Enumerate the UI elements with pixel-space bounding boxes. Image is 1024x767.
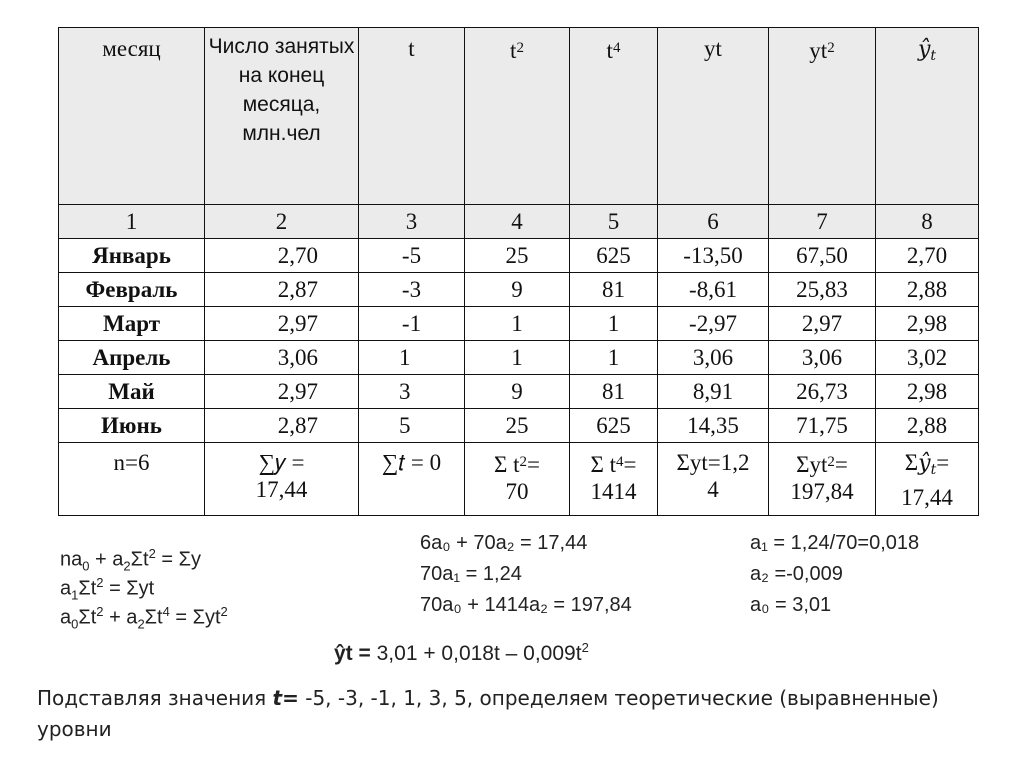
- yhat-cell: 2,88: [876, 273, 979, 307]
- eq-sub: 1: [71, 587, 79, 603]
- month-cell: Январь: [59, 239, 205, 273]
- yt2-cell: 67,50: [769, 239, 876, 273]
- index-cell: 3: [359, 205, 465, 239]
- t4-cell: 81: [570, 375, 658, 409]
- eq-part: + a: [89, 548, 124, 571]
- yt2-cell: 3,06: [769, 341, 876, 375]
- sum-t2-sup: 2: [519, 454, 528, 470]
- sum-yt2-cell: [769, 443, 876, 516]
- eq-part: Σt: [144, 606, 163, 629]
- header-t: [359, 28, 465, 205]
- t-cell: 5: [359, 409, 465, 443]
- yhat-cell: 2,98: [876, 307, 979, 341]
- yt2-cell: 2,97: [769, 307, 876, 341]
- note-part2: -5, -3, -1, 1, 3, 5, определяем теоретические (выравненные) уровни: [37, 686, 939, 741]
- header-employed-text: Число занятых на конец месяца, млн.чел: [208, 35, 355, 145]
- header-t-text: t: [408, 36, 415, 61]
- data-table: [58, 27, 979, 516]
- sum-t4-eq: =: [623, 452, 637, 477]
- sum-t4-cell: [570, 443, 658, 516]
- header-yt2-sup: 2: [827, 40, 835, 56]
- note-part1: Подставляя значения: [37, 686, 273, 710]
- eq-sub: 2: [137, 616, 145, 632]
- table-row: [59, 273, 979, 307]
- table-row: [59, 239, 979, 273]
- t-cell: 3: [359, 375, 465, 409]
- sum-row: [59, 443, 979, 516]
- index-cell: 1: [59, 205, 205, 239]
- table-row: [59, 409, 979, 443]
- y-cell: 2,87: [205, 273, 359, 307]
- sum-y-line2: 17,44: [255, 477, 308, 502]
- index-row: [59, 205, 979, 239]
- system-equation-3: 70a₀ + 1414a₂ = 197,84: [420, 594, 632, 616]
- header-t4: [570, 28, 658, 205]
- sum-t2-line1: [465, 449, 569, 478]
- month-cell: Июнь: [59, 409, 205, 443]
- sum-t4-line1: [570, 449, 657, 478]
- eq-sup: 4: [162, 604, 170, 619]
- eq-sup: 2: [96, 604, 104, 619]
- table-row: [59, 307, 979, 341]
- header-month-text: месяц: [102, 36, 161, 61]
- month-cell: Март: [59, 307, 205, 341]
- eq-part: a: [60, 606, 72, 629]
- trend-model: [334, 640, 589, 666]
- eq-part: = Σyt: [169, 606, 221, 629]
- header-t2-base: t: [510, 38, 517, 63]
- header-row: [59, 28, 979, 205]
- t2-cell: 1: [465, 341, 570, 375]
- coef-a1: a₁ = 1,24/70=0,018: [750, 532, 920, 554]
- sum-t4-base: Σ t: [590, 452, 617, 477]
- header-yhat-base: ŷ: [917, 37, 931, 62]
- sum-t2-cell: [465, 443, 570, 516]
- sum-yhat-line1: [876, 449, 978, 484]
- sum-yt2-sup: 2: [827, 454, 835, 470]
- t-cell: -3: [359, 273, 465, 307]
- yt-cell: 3,06: [658, 341, 769, 375]
- system-equation-2: 70a₁ = 1,24: [420, 563, 522, 585]
- sum-t-cell: ∑𝑡 = 0: [359, 443, 465, 516]
- sum-yt-line1: Σyt=1,2: [676, 450, 750, 475]
- sum-yt-line2: 4: [707, 477, 719, 502]
- sum-y-line1: ∑𝑦 =: [258, 450, 305, 475]
- t-cell: -5: [359, 239, 465, 273]
- header-yt: [658, 28, 769, 205]
- yhat-cell: 2,98: [876, 375, 979, 409]
- yt2-cell: 71,75: [769, 409, 876, 443]
- eq-sup: 2: [220, 604, 228, 619]
- yt-cell: 8,91: [658, 375, 769, 409]
- yt-cell: -2,97: [658, 307, 769, 341]
- normal-equation-3: [60, 598, 228, 638]
- y-cell: 2,87: [205, 409, 359, 443]
- t2-cell: 1: [465, 307, 570, 341]
- sum-yt2-eq: =: [834, 452, 848, 477]
- model-lhs: ŷt =: [334, 642, 371, 665]
- yt2-cell: 26,73: [769, 375, 876, 409]
- index-cell: 5: [570, 205, 658, 239]
- header-yt2-base: yt: [809, 38, 828, 63]
- sum-yt2-line2: 197,84: [790, 479, 854, 504]
- t4-cell: 625: [570, 239, 658, 273]
- header-yhat: [876, 28, 979, 205]
- eq-part: Σt: [130, 548, 149, 571]
- sum-yhat-sigma: Σ: [904, 450, 919, 475]
- sum-t2-base: Σ t: [493, 452, 520, 477]
- t2-cell: 25: [465, 409, 570, 443]
- sum-yhat-eq: =: [936, 450, 950, 475]
- model-sup: 2: [581, 640, 589, 655]
- header-t2: [465, 28, 570, 205]
- month-cell: Февраль: [59, 273, 205, 307]
- sum-t2-eq: =: [527, 452, 540, 477]
- yt-cell: -13,50: [658, 239, 769, 273]
- index-cell: 8: [876, 205, 979, 239]
- yhat-cell: 2,70: [876, 239, 979, 273]
- yt-cell: 14,35: [658, 409, 769, 443]
- explanation-text: [37, 683, 997, 745]
- system-equation-1: 6a₀ + 70a₂ = 17,44: [420, 532, 588, 554]
- header-yt2: [769, 28, 876, 205]
- t4-cell: 625: [570, 409, 658, 443]
- yhat-cell: 3,02: [876, 341, 979, 375]
- header-month: [59, 28, 205, 205]
- month-cell: Май: [59, 375, 205, 409]
- eq-sub: 0: [71, 616, 79, 632]
- model-rhs: 3,01 + 0,018t – 0,009t: [376, 642, 582, 665]
- t4-cell: 1: [570, 341, 658, 375]
- header-t2-sup: 2: [516, 40, 524, 56]
- yt-cell: -8,61: [658, 273, 769, 307]
- header-employed: [205, 28, 359, 205]
- sum-yt-cell: [658, 443, 769, 516]
- sum-y-cell: [205, 443, 359, 516]
- eq-part: Σt: [78, 606, 97, 629]
- t2-cell: 9: [465, 273, 570, 307]
- y-cell: 3,06: [205, 341, 359, 375]
- eq-part: = Σyt: [103, 577, 155, 600]
- t2-cell: 25: [465, 239, 570, 273]
- sum-yhat-sub: t: [930, 462, 937, 478]
- header-yt-text: yt: [704, 36, 722, 61]
- sum-n-cell: n=6: [59, 443, 205, 516]
- table-row: [59, 375, 979, 409]
- y-cell: 2,70: [205, 239, 359, 273]
- eq-sup: 2: [148, 546, 156, 561]
- month-cell: Апрель: [59, 341, 205, 375]
- sum-t4-sup: 4: [616, 454, 624, 470]
- sum-yhat-line2: 17,44: [901, 485, 953, 510]
- index-cell: 6: [658, 205, 769, 239]
- yhat-cell: 2,88: [876, 409, 979, 443]
- t4-cell: 1: [570, 307, 658, 341]
- eq-part: Σt: [78, 577, 97, 600]
- table-row: [59, 341, 979, 375]
- index-cell: 7: [769, 205, 876, 239]
- coef-a2: a₂ =-0,009: [750, 563, 843, 585]
- sum-t2-line2: 70: [505, 479, 529, 504]
- sum-yt2-line1: [769, 449, 875, 478]
- t2-cell: 9: [465, 375, 570, 409]
- t-cell: 1: [359, 341, 465, 375]
- sum-yhat-cell: [876, 443, 979, 516]
- sum-yt2-base: Σyt: [796, 452, 828, 477]
- yt2-cell: 25,83: [769, 273, 876, 307]
- header-t4-sup: 4: [612, 40, 621, 56]
- eq-sup: 2: [96, 575, 104, 590]
- y-cell: 2,97: [205, 307, 359, 341]
- t4-cell: 81: [570, 273, 658, 307]
- header-yhat-sub: t: [930, 48, 937, 64]
- sum-yhat-symbol: ŷ: [918, 451, 931, 476]
- note-t-label: t=: [272, 686, 299, 710]
- eq-part: na: [60, 548, 83, 571]
- y-cell: 2,97: [205, 375, 359, 409]
- eq-sub: 0: [82, 558, 90, 574]
- coef-a0: a₀ = 3,01: [750, 594, 832, 616]
- header-t4-base: t: [606, 38, 613, 63]
- eq-sub: 2: [123, 558, 131, 574]
- eq-part: = Σy: [155, 548, 201, 571]
- eq-part: a: [60, 577, 72, 600]
- index-cell: 2: [205, 205, 359, 239]
- index-cell: 4: [465, 205, 570, 239]
- sum-t4-line2: 1414: [590, 479, 637, 504]
- eq-part: + a: [103, 606, 138, 629]
- t-cell: -1: [359, 307, 465, 341]
